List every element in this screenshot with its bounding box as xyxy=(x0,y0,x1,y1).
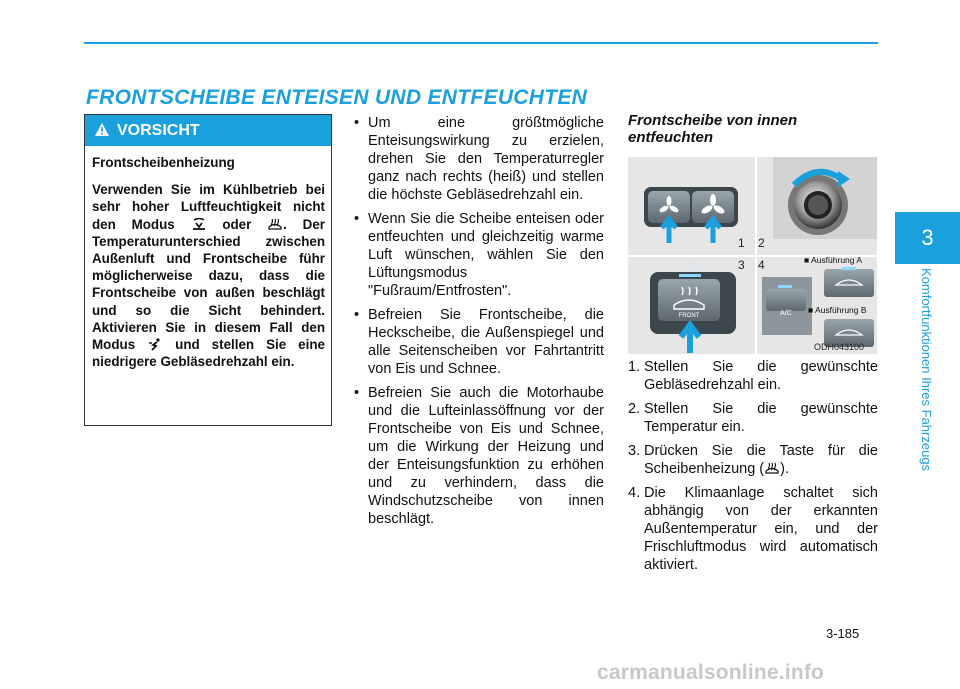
step-number: 3. xyxy=(628,443,641,459)
step-list xyxy=(628,358,878,580)
step-number: 1. xyxy=(628,359,641,375)
bullet-list xyxy=(354,114,604,528)
list-item: • Wenn Sie die Scheibe enteisen oder entfeuchten und gleichzeitig warme Luft wünschen, wählen Sie den Lüftungsmodus "Fußraum/Entfrosten". xyxy=(354,210,604,300)
variant-b-label: ■ Ausführung B xyxy=(808,305,867,315)
ac-button-label: A/C xyxy=(780,310,792,317)
caution-text-4: und stellen Sie eine niedrigere Gebläsedrehzahl ein. xyxy=(92,337,325,370)
step-number: 4. xyxy=(628,485,641,501)
figure-label-3: 3 xyxy=(738,258,745,272)
list-item: • Um eine größtmögliche Enteisungswirkung zu erzielen, drehen Sie den Temperaturregler ganz nach rechts (heiß) und stellen die höchste Gebläsedrehzahl ein. xyxy=(354,114,604,204)
watermark: carmanualsonline.info xyxy=(597,661,825,684)
fan-speed-buttons xyxy=(644,187,738,243)
caution-text-1: Verwenden Sie im Kühlbetrieb bei sehr hoher Luftfeuchtigkeit nicht den Modus xyxy=(92,182,325,232)
caution-text xyxy=(92,181,325,370)
variant-a-label: ■ Ausführung A xyxy=(804,255,863,265)
inside-defog-title: Frontscheibe von innen entfeuchten xyxy=(628,112,798,146)
list-item xyxy=(628,400,878,436)
chapter-title: Komfortfunktionen Ihres Fahrzeugs xyxy=(919,268,934,472)
defrost-icon xyxy=(267,218,283,231)
figure-label-2: 2 xyxy=(758,236,765,250)
list-item xyxy=(628,484,878,574)
figure-code: ODH043100 xyxy=(814,342,865,352)
caution-text-3: . Der Temperaturunterschied zwischen Außenluft und Frontscheibe führ möglicherweise dazu, dass die Frontscheibe von außen beschlägt und so die Sicht behindert. Aktivieren Sie in diesem Fall den Modus xyxy=(92,216,325,353)
step-text-pre: Drücken Sie die Taste für die Scheibenheizung ( xyxy=(644,443,878,477)
bullet-column xyxy=(354,114,604,534)
floor-defrost-mode-icon xyxy=(191,218,207,231)
top-rule xyxy=(84,42,878,44)
section-title: FRONTSCHEIBE ENTEISEN UND ENTFEUCHTEN xyxy=(86,86,588,109)
figure-label-4: 4 xyxy=(758,258,765,272)
step-text: Stellen Sie die gewünschte Gebläsedrehzahl ein. xyxy=(644,359,878,393)
step-text: Die Klimaanlage schaltet sich abhängig von der erkannten Außentemperatur ein, und der Frischluftmodus wird automatisch aktiviert. xyxy=(644,485,878,573)
list-item: • Befreien Sie Frontscheibe, die Heckscheibe, die Außenspiegel und alle Seitenscheiben vor Fahrtantritt von Eis und Schnee. xyxy=(354,306,604,378)
list-item: • Befreien Sie auch die Motorhaube und die Lufteinlassöffnung vor der Frontscheibe von Eis und Schnee, um die Wirkung der Heizung und der Enteisungsfunktion zu erhöhen und zu verhindern, dass die Windschutzscheibe von innen beschlägt. xyxy=(354,384,604,528)
figure-label-1: 1 xyxy=(738,236,745,250)
defrost-icon xyxy=(764,462,780,475)
chapter-tab: 3 xyxy=(895,212,960,264)
front-defrost-button-illustration xyxy=(650,261,736,353)
warning-triangle-icon xyxy=(95,123,109,139)
step-number: 2. xyxy=(628,401,641,417)
temperature-knob xyxy=(773,157,877,239)
list-item xyxy=(628,358,878,394)
step-text-post: ). xyxy=(780,461,789,477)
caution-text-2: oder xyxy=(222,216,252,232)
control-panel-illustration xyxy=(628,157,877,354)
list-item xyxy=(628,442,878,478)
page-number: 3-185 xyxy=(826,626,860,641)
step-text: Stellen Sie die gewünschte Temperatur ein. xyxy=(644,401,878,435)
front-button-label: FRONT xyxy=(678,313,700,319)
caution-box xyxy=(84,114,332,426)
floor-mode-icon xyxy=(147,338,163,351)
caution-header xyxy=(85,115,331,146)
caution-label: VORSICHT xyxy=(117,121,200,139)
caution-subtitle: Frontscheibenheizung xyxy=(92,155,235,170)
